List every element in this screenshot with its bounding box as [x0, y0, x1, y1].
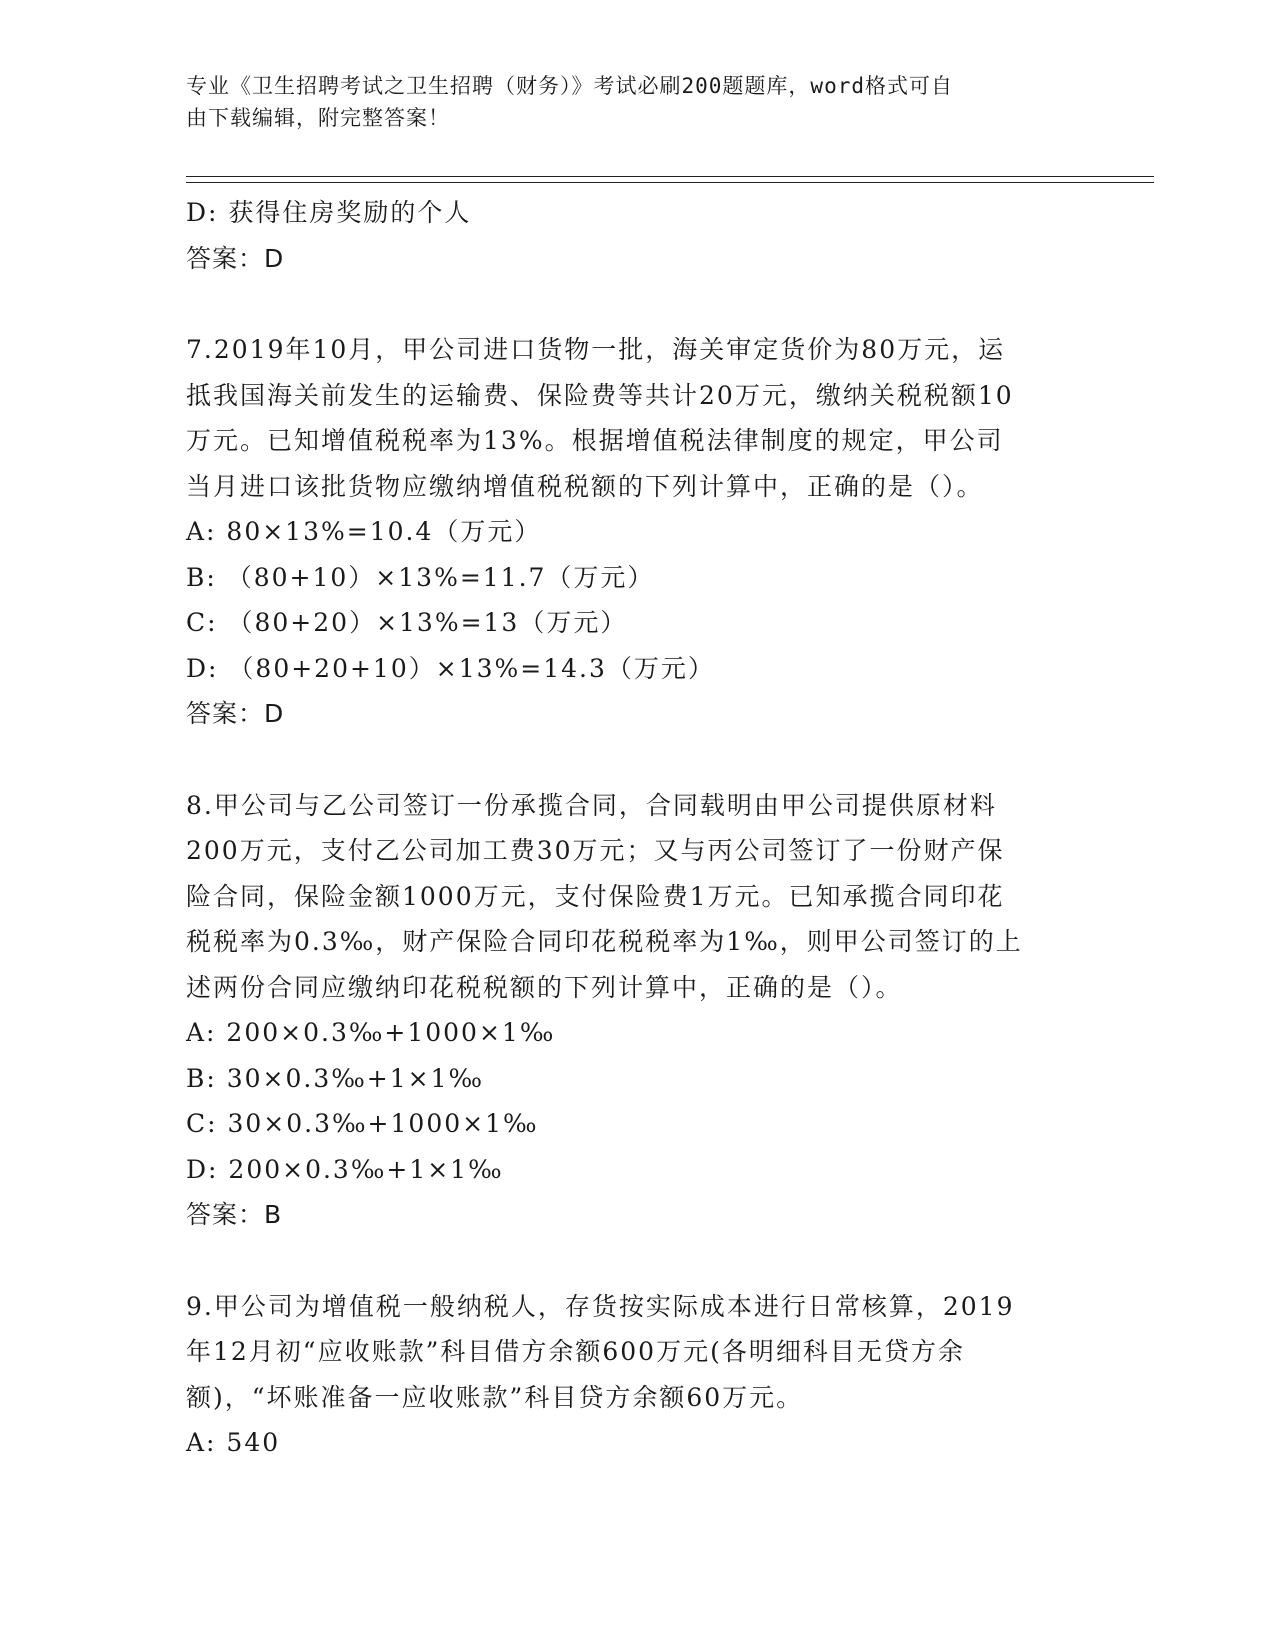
question-text: 9.甲公司为增值税一般纳税人，存货按实际成本进行日常核算，2019 — [186, 1291, 1015, 1321]
option-d: D: 获得住房奖励的个人 — [186, 198, 472, 227]
question-text: 年12月初“应收账款”科目借方余额600万元(各明细科目无贷方余 — [186, 1337, 965, 1366]
question-text: 险合同，保险金额1000万元，支付保险费1万元。已知承揽合同印花 — [186, 881, 1005, 911]
option-d: D: 200×0.3‰+1×1‰ — [186, 1154, 504, 1184]
question-text: 税税率为0.3‰，财产保险合同印花税税率为1‰，则甲公司签订的上 — [186, 927, 1023, 956]
question-text: 万元。已知增值税税率为13%。根据增值税法律制度的规定，甲公司 — [186, 426, 1004, 455]
question-text: 抵我国海关前发生的运输费、保险费等共计20万元，缴纳关税税额10 — [186, 380, 1014, 410]
document-header — [186, 70, 1086, 134]
spacer — [186, 737, 1086, 783]
question-8 — [186, 783, 1086, 1238]
option-a: A: 80×13%=10.4（万元） — [186, 517, 542, 546]
option-b: B: （80+10）×13%=11.7（万元） — [186, 562, 655, 592]
question-7 — [186, 327, 1086, 737]
option-c: C: （80+20）×13%=13（万元） — [186, 608, 628, 637]
header-divider — [186, 176, 1154, 183]
question-text: 述两份合同应缴纳印花税税额的下列计算中，正确的是（）。 — [186, 972, 903, 1002]
header-line: 专业《卫生招聘考试之卫生招聘（财务）》考试必刷200题题库，word格式可自 — [186, 74, 953, 98]
option-a: A: 540 — [186, 1428, 281, 1457]
document-body — [186, 190, 1086, 1466]
option-b: B: 30×0.3‰+1×1‰ — [186, 1063, 485, 1093]
question-text: 200万元，支付乙公司加工费30万元；又与丙公司签订了一份财产保 — [186, 836, 1005, 865]
previous-question — [186, 190, 1086, 281]
option-d: D: （80+20+10）×13%=14.3（万元） — [186, 653, 715, 683]
option-a: A: 200×0.3‰+1000×1‰ — [186, 1018, 556, 1047]
question-9 — [186, 1284, 1086, 1466]
question-text: 当月进口该批货物应缴纳增值税税额的下列计算中，正确的是（）。 — [186, 471, 984, 501]
question-text: 8.甲公司与乙公司签订一份承揽合同，合同载明由甲公司提供原材料 — [186, 790, 997, 820]
spacer — [186, 1238, 1086, 1284]
spacer — [186, 281, 1086, 327]
question-text: 7.2019年10月，甲公司进口货物一批，海关审定货价为80万元，运 — [186, 335, 1006, 364]
answer: 答案：D — [186, 243, 285, 273]
answer: 答案：D — [186, 699, 285, 728]
question-text: 额)，“坏账准备一应收账款”科目贷方余额60万元。 — [186, 1382, 804, 1412]
answer: 答案：B — [186, 1200, 283, 1229]
option-c: C: 30×0.3‰+1000×1‰ — [186, 1109, 539, 1138]
header-line: 由下载编辑，附完整答案！ — [186, 106, 450, 130]
